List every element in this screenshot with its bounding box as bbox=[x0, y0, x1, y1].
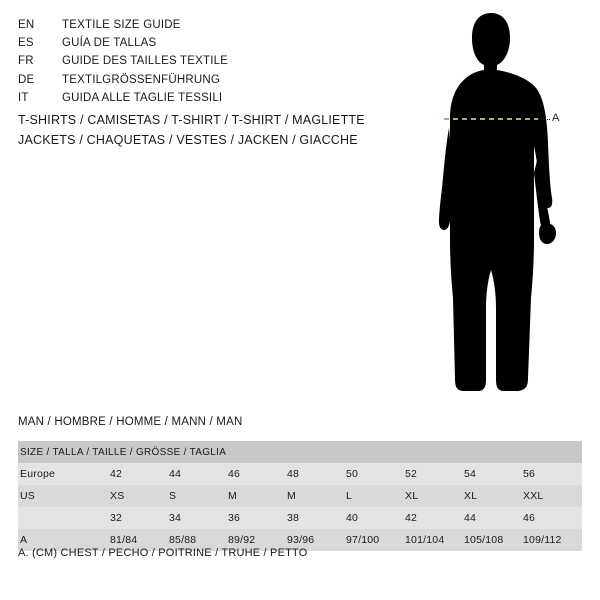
language-code: DE bbox=[18, 73, 35, 86]
cell: 42 bbox=[405, 507, 464, 529]
cell: M bbox=[228, 485, 287, 507]
cell: 46 bbox=[523, 507, 582, 529]
cell: 50 bbox=[346, 463, 405, 485]
measure-label-a: A bbox=[552, 112, 560, 124]
language-row bbox=[18, 71, 398, 89]
cell: 56 bbox=[523, 463, 582, 485]
table-note: A. (CM) CHEST / PECHO / POITRINE / TRUHE / PETTO bbox=[18, 547, 308, 559]
cell: 85/88 bbox=[169, 529, 228, 551]
cell: XL bbox=[464, 485, 523, 507]
cell: 54 bbox=[464, 463, 523, 485]
cell: XXL bbox=[523, 485, 582, 507]
table-header-label: SIZE / TALLA / TAILLE / GRÖSSE / TAGLIA bbox=[18, 441, 582, 463]
language-row bbox=[18, 89, 398, 107]
language-text: TEXTILGRÖSSENFÜHRUNG bbox=[62, 73, 220, 86]
language-code: IT bbox=[18, 91, 29, 104]
language-list bbox=[18, 16, 398, 107]
cell: 44 bbox=[464, 507, 523, 529]
garment-category-list bbox=[18, 110, 418, 150]
language-code: EN bbox=[18, 19, 35, 31]
measure-leader-line bbox=[538, 119, 550, 120]
table-header-row bbox=[18, 441, 582, 463]
cell: 36 bbox=[228, 507, 287, 529]
cell: XL bbox=[405, 485, 464, 507]
cell: 81/84 bbox=[110, 529, 169, 551]
cell: 101/104 bbox=[405, 529, 464, 551]
male-figure-illustration bbox=[400, 8, 600, 408]
cell: S bbox=[169, 485, 228, 507]
language-row bbox=[18, 16, 398, 34]
row-label: Europe bbox=[18, 463, 110, 485]
cell: XS bbox=[110, 485, 169, 507]
table-row bbox=[18, 463, 582, 485]
language-text: GUÍA DE TALLAS bbox=[62, 37, 157, 50]
cell: 93/96 bbox=[287, 529, 346, 551]
cell: 109/112 bbox=[523, 529, 582, 551]
row-label: US bbox=[18, 485, 110, 507]
cell: 97/100 bbox=[346, 529, 405, 551]
cell: 38 bbox=[287, 507, 346, 529]
cell: 52 bbox=[405, 463, 464, 485]
cell: 48 bbox=[287, 463, 346, 485]
cell: 89/92 bbox=[228, 529, 287, 551]
cell: 46 bbox=[228, 463, 287, 485]
cell: M bbox=[287, 485, 346, 507]
garment-category-jackets: JACKETS / CHAQUETAS / VESTES / JACKEN / GIACCHE bbox=[18, 133, 358, 147]
table-row bbox=[18, 485, 582, 507]
table-row bbox=[18, 507, 582, 529]
language-code: ES bbox=[18, 37, 34, 50]
cell: 34 bbox=[169, 507, 228, 529]
row-label bbox=[18, 507, 110, 529]
language-code: FR bbox=[18, 55, 34, 68]
language-text: GUIDE DES TAILLES TEXTILE bbox=[62, 55, 229, 68]
row-label: A bbox=[18, 529, 110, 551]
cell: 32 bbox=[110, 507, 169, 529]
cell: 105/108 bbox=[464, 529, 523, 551]
size-table bbox=[18, 441, 582, 551]
language-text: GUIDA ALLE TAGLIE TESSILI bbox=[62, 91, 223, 104]
language-row bbox=[18, 52, 398, 70]
cell: 40 bbox=[346, 507, 405, 529]
garment-category-tshirts: T-SHIRTS / CAMISETAS / T-SHIRT / T-SHIRT / MAGLIETTE bbox=[18, 113, 365, 127]
cell: L bbox=[346, 485, 405, 507]
language-text: TEXTILE SIZE GUIDE bbox=[62, 19, 181, 31]
cell: 42 bbox=[110, 463, 169, 485]
table-title: MAN / HOMBRE / HOMME / MANN / MAN bbox=[18, 416, 243, 428]
language-row bbox=[18, 34, 398, 52]
male-silhouette-icon bbox=[400, 8, 600, 408]
cell: 44 bbox=[169, 463, 228, 485]
